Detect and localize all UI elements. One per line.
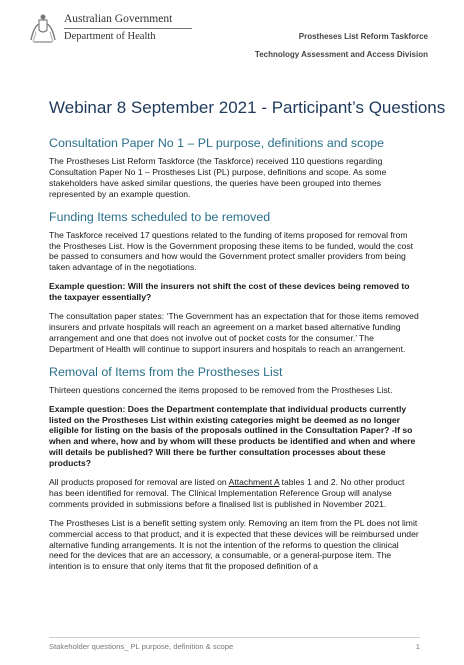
paragraph: The Prostheses List Reform Taskforce (the Taskforce) received 110 questions regarding Consultation Paper No 1 – Prostheses List (PL) purpose, definitions and scope. As some stakeholders have asked similar questions, the queries have been grouped into themes represented by an example question. [49,156,387,199]
document-title: Webinar 8 September 2021 - Participant’s Questions [49,98,446,117]
example-question: Example question: Will the insurers not shift the cost of these devices being removed to the taxpayer essentially? [49,281,410,303]
document-body [49,98,446,580]
page-header [24,10,428,70]
page-number: 1 [415,642,420,651]
footer-document-name: Stakeholder questions_ PL purpose, definition & scope [49,642,234,651]
attachment-a-link[interactable]: Attachment A [228,477,280,488]
department-name: Department of Health [64,31,156,42]
government-name: Australian Government [64,13,173,25]
header-right [255,32,428,59]
division-name: Technology Assessment and Access Division [254,50,428,59]
paragraph: The Prostheses List is a benefit setting system only. Removing an item from the PL does not limit commercial access to that product, and it is expected that these devices will be reimbursed under alternative funding arrangements. It is not the intention of the reforms to question the clinical need for the devices that are an accessory, a consumable, or a general-purpose item. The intention is to ensure that only items that fit the proposed definition of a [49,517,419,572]
paragraph: Thirteen questions concerned the items proposed to be removed from the Prostheses List. [49,384,393,395]
section-heading-funding: Funding Items scheduled to be removed [49,209,271,224]
section-heading-consultation: Consultation Paper No 1 – PL purpose, definitions and scope [49,136,384,150]
taskforce-name: Prostheses List Reform Taskforce [298,32,428,41]
paragraph-text: tables 1 and 2. No other product has been identified for removal. The Clinical Implementation Reference Group will analyse comments provided in submissions before a finalised list is published in November 2021. [49,477,405,509]
paragraph: The consultation paper states: ‘The Government has an expectation that for those items removed insurers and private hospitals will reach an agreement on a market based alternative funding arrangement and one that does not involve out of pocket costs for the consumer.’ The Department of Health will continue to support insurers and hospitals to reach an arrangement. [49,311,419,354]
paragraph: The Taskforce received 17 questions related to the funding of items proposed for removal from the Prostheses List. How is the Government proposing these items to be funded, would the cost be passed to consumers and how would the Government protect smaller providers from being taken advantage of in the negotiations. [49,229,414,273]
government-logo [24,10,194,50]
page-footer [49,637,420,651]
example-question: Example question: Does the Department contemplate that individual products currently listed on the Prostheses List within existing categories might be deemed as no longer eligible for listing on the basis of the proposals outlined in the Consultation Paper? -If so when and where, how and by whom will these products be identified and when and where will details be published? Will there be further consultation processes about these products? [49,403,416,469]
section-heading-removal: Removal of Items from the Prostheses List [49,364,283,379]
paragraph [49,477,420,510]
logo-divider [64,28,192,29]
paragraph-text: All products proposed for removal are listed on [49,477,229,488]
coat-of-arms-icon [28,12,58,46]
